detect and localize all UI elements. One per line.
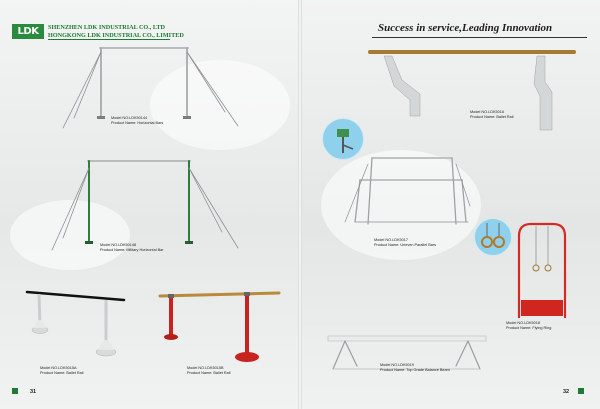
uneven-bars-detail-inset — [322, 118, 364, 160]
flying-ring-detail-inset — [474, 218, 512, 256]
caption-ballet-rail-wall — [470, 110, 513, 120]
page-marker-square-right — [578, 388, 584, 394]
clamp-detail-icon — [323, 119, 363, 159]
caption-flying-ring — [506, 321, 551, 331]
model-number: Model NO.LDK5019 — [380, 363, 414, 367]
model-number: Model NO.LDK5015B — [187, 366, 224, 370]
caption-balance-beam — [380, 363, 450, 373]
product-name: Product Name: Ballet Rail — [187, 371, 231, 375]
model-number: Model NO.LDK5018 — [506, 321, 540, 325]
caption-military-horizontal-bar — [100, 243, 164, 253]
page-number-left: 31 — [30, 389, 37, 395]
caption-ballet-rail-b — [187, 366, 230, 376]
ballet-rail-b-image — [160, 292, 279, 362]
ballet-rail-a-image — [27, 292, 124, 356]
company-logo: LDK — [12, 24, 44, 39]
caption-ballet-rail-a — [40, 366, 83, 376]
product-name: Product Name: Flying Ring — [506, 326, 552, 330]
rings-detail-icon — [475, 219, 511, 255]
product-name: Product Name: Horizontal Bars — [111, 121, 164, 125]
page-number-right: 32 — [563, 389, 570, 395]
model-number: Model NO.LDK5017 — [374, 238, 408, 242]
caption-horizontal-bars — [111, 116, 163, 126]
model-number: Model NO:LDK50144 — [111, 116, 148, 120]
model-number: Model NO.LDK50148 — [100, 243, 137, 247]
page-marker-square-left — [12, 388, 18, 394]
company-name-line2: HONGKONG LDK INDUSTRIAL CO., LIMITED — [48, 32, 184, 39]
flying-ring-image — [519, 224, 565, 318]
slogan: Success in service,Leading Innovation — [378, 22, 553, 34]
product-name: Product Name: Ballet Rail — [40, 371, 84, 375]
product-name: Product Name: Top Grade Balance Beam — [380, 368, 450, 372]
model-number: Model NO.LDK5016 — [470, 110, 504, 114]
caption-uneven-parallel-bars — [374, 238, 436, 248]
model-number: Model NO.LDK5015A — [40, 366, 77, 370]
product-name: Product Name: Ballet Rail — [470, 115, 514, 119]
company-name-line1: SHENZHEN LDK INDUSTRIAL CO., LTD — [48, 24, 166, 31]
product-name: Product Name: Military Horizontal Bar — [100, 248, 164, 252]
military-horizontal-bar-image — [52, 161, 238, 250]
uneven-parallel-bars-image — [345, 158, 470, 224]
product-name: Product Name: Uneven Parallel Bars — [374, 243, 437, 247]
